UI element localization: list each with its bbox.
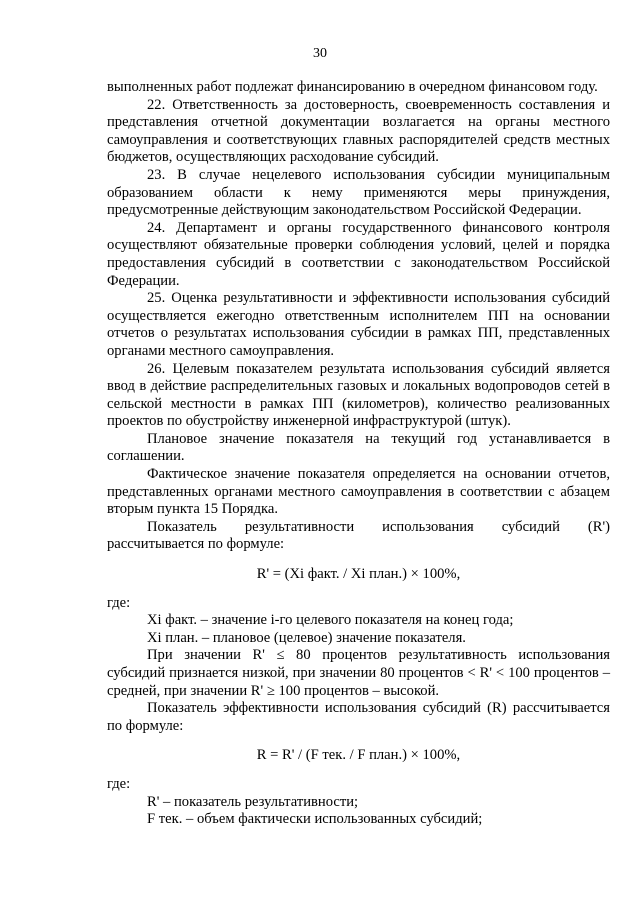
paragraph-item-23: 23. В случае нецелевого использования субсидии муниципальным образованием области к нему применяются меры принуждения, предусмотренные действующим законодательством Российской Федерации. <box>107 166 610 219</box>
page-number: 30 <box>313 46 327 61</box>
paragraph-item-25: 25. Оценка результативности и эффективности использования субсидий осуществляется ежегодно ответственным исполнителем ПП на основании отчетов о результатах использования субсидии в рамках ПП, представленных органами местного самоуправления. <box>107 290 610 359</box>
paragraph-effectiveness-intro: Показатель результативности использования субсидий (R') рассчитывается по формуле: <box>107 518 610 553</box>
document-body <box>107 79 610 829</box>
paragraph-item-26: 26. Целевым показателем результата использования субсидий является ввод в действие распределительных газовых и локальных водопроводов сетей в сельской местности в рамках ПП (километров), количество реализованных проектов по обустройству инженерной инфраструктурой (штук). <box>107 360 610 430</box>
formula-r: R = R' / (F тек. / F план.) × 100%, <box>256 747 461 764</box>
where-label-2: где: <box>107 775 131 792</box>
definition-xi-fact: Xi факт. – значение i-го целевого показателя на конец года; <box>147 612 514 629</box>
where-label: где: <box>107 594 131 611</box>
paragraph-thresholds: При значении R' ≤ 80 процентов результативность использования субсидий признается низкой, при значении 80 процентов < R' < 100 процентов – средней, при значении R' ≥ 100 процентов – высокой. <box>107 647 610 699</box>
formula-r-prime: R' = (Xi факт. / Xi план.) × 100%, <box>256 566 461 583</box>
paragraph-item-24: 24. Департамент и органы государственного финансового контроля осуществляют обязательные проверки соблюдения условий, целей и порядка предоставления субсидий в соответствии с законодательством Российской Федерации. <box>107 219 610 289</box>
paragraph-efficiency-intro: Показатель эффективности использования субсидий (R) рассчитывается по формуле: <box>107 700 610 734</box>
paragraph-continuation: выполненных работ подлежат финансированию в очередном финансовом году. <box>107 79 598 95</box>
definition-xi-plan: Xi план. – плановое (целевое) значение показателя. <box>147 629 466 646</box>
paragraph-actual-value: Фактическое значение показателя определяется на основании отчетов, представленных органами местного самоуправления в соответствии с абзацем вторым пункта 15 Порядка. <box>107 466 610 518</box>
definition-f-tek: F тек. – объем фактически использованных субсидий; <box>147 811 483 828</box>
paragraph-item-22: 22. Ответственность за достоверность, своевременность составления и представления отчетной документации возлагается на органы местного самоуправления и соответствующих главных распорядителей средств местных бюджетов, осуществляющих расходование субсидий. <box>107 96 610 166</box>
definition-r-prime: R' – показатель результативности; <box>147 793 359 810</box>
paragraph-planned-value: Плановое значение показателя на текущий год устанавливается в соглашении. <box>107 430 610 465</box>
